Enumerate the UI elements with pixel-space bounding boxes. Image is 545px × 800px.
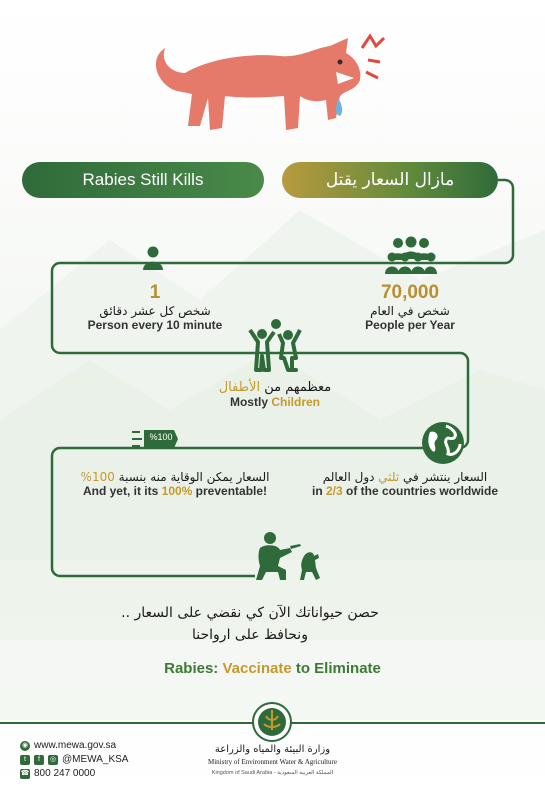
closing-english-highlight: Vaccinate [222,660,292,677]
closing-english: Rabies: Vaccinate to Eliminate [164,660,381,677]
stat-spread [295,470,515,498]
title-arabic: مازال السعار يقتل [282,162,498,198]
closing-ar-line2: ونحافظ على ارواحنا [192,627,308,643]
phone-icon: ☎ [20,769,30,777]
stat-every-ten-value: 1 [149,282,161,303]
stat-spread-ar: السعار ينتشر في ثلثي دول العالم [322,470,488,484]
children-icon [246,318,304,372]
instagram-icon[interactable]: ◎ [49,755,57,763]
vet-dog-icon [252,530,326,582]
stat-spread-ar-highlight: ثلثي [378,470,400,484]
vaccine-badge-icon [132,428,178,450]
closing-ar-line1: حصن حيواناتك الآن كي نقضي على السعار .. [121,605,379,621]
ministry-name-ar: وزارة البيئة والمياه والزراعة [214,744,331,755]
stat-spread-en-highlight: 2/3 [325,484,343,498]
contact-website [20,740,116,751]
globe-icon [420,420,466,466]
stat-preventable-ar: السعار يمكن الوقاية منه بنسبة 100% [80,470,270,484]
stat-preventable-ar-highlight: 100% [80,470,115,484]
title-english: Rabies Still Kills [22,162,264,198]
stat-every-ten-en: Person every 10 minute [87,318,223,332]
phone-number[interactable]: 800 247 0000 [34,768,96,779]
contact-phone [20,768,95,779]
stat-children-en: Mostly Children [229,395,320,409]
stat-children-en-highlight: Children [271,395,320,409]
stat-preventable [62,470,288,498]
ministry-name-en: Ministry of Environment Water & Agriculture [208,758,337,766]
website-link[interactable]: www.mewa.gov.sa [34,740,117,751]
person-icon [143,246,163,270]
web-icon: ◉ [21,741,29,749]
stat-per-year [330,282,490,332]
stat-per-year-ar: شخص في العام [370,304,450,318]
stat-preventable-en-highlight: 100% [161,484,193,498]
stat-preventable-en: And yet, it its 100% preventable! [82,484,268,498]
ministry-logo-icon [252,700,292,744]
twitter-icon[interactable]: t [20,755,30,765]
stat-children-ar-highlight: الأطفال [218,380,261,395]
stat-per-year-value: 70,000 [380,282,440,303]
stat-spread-en: in 2/3 of the countries worldwide [311,484,499,498]
stat-children [200,380,350,409]
stat-every-ten-ar: شخص كل عشر دقائق [99,304,211,318]
crowd-icon [385,236,437,276]
social-handle[interactable]: @MEWA_KSA [62,754,129,765]
contact-social [20,754,128,765]
stat-per-year-en: People per Year [365,318,455,332]
stat-children-ar: معظمهم من الأطفال [218,380,332,395]
facebook-icon[interactable]: f [34,755,44,765]
kingdom-name: Kingdom of Saudi Arabia - المملكة العربية السعودية [211,770,334,776]
stat-every-ten [70,282,240,332]
vaccine-badge-label: %100 [149,432,173,442]
